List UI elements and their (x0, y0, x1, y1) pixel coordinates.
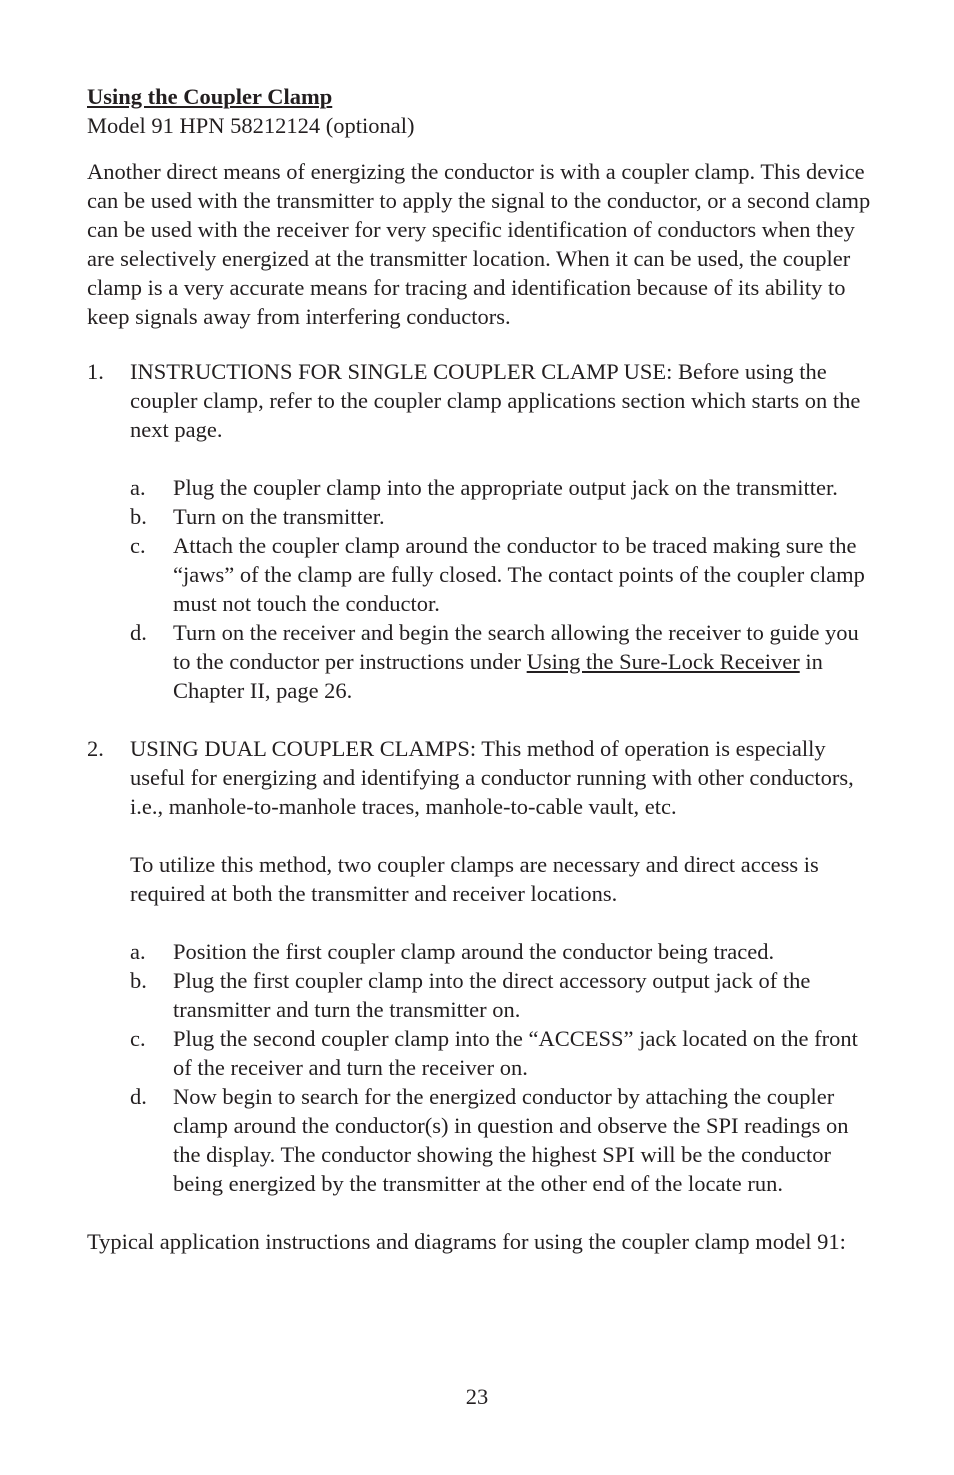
list-item (130, 937, 877, 966)
item-text: Now begin to search for the energized conductor by attaching the coupler clamp around the conductor(s) in question and observe the SPI readings on the display. The conductor showing the highest SPI will be the conductor being energized by the transmitter at the other end of the locate run. (173, 1084, 849, 1196)
item-letter: c. (130, 533, 146, 558)
item-letter: c. (130, 1026, 146, 1051)
intro-paragraph: Another direct means of energizing the conductor is with a coupler clamp. This device can be used with the transmitter to apply the signal to the conductor, or a second clamp can be used with the receiver for very specific identification of conductors when they are selectively energized at the transmitter location. When it can be used, the coupler clamp is a very accurate means for tracing and identification because of its ability to keep signals away from interfering conductors. (87, 159, 871, 329)
item-number: 1. (87, 359, 104, 384)
section-heading: Using the Coupler Clamp (87, 84, 333, 109)
item-letter: d. (130, 1084, 147, 1109)
list-item (130, 1024, 877, 1082)
item-text: Plug the second coupler clamp into the “ACCESS” jack located on the front of the receiver and turn the receiver on. (173, 1026, 858, 1080)
sub-list (130, 937, 877, 1198)
list-item (130, 473, 877, 502)
list-item (130, 618, 877, 705)
list-item (130, 1082, 877, 1198)
document-page (87, 82, 877, 1256)
item-letter: a. (130, 475, 146, 500)
item-text: Turn on the transmitter. (173, 504, 385, 529)
item-letter: d. (130, 620, 147, 645)
numbered-item-1 (87, 357, 877, 705)
item-text-before: Turn on the receiver and begin the search allowing the receiver to guide you to the conductor per instructions under (173, 620, 859, 674)
model-line: Model 91 HPN 58212124 (optional) (87, 113, 415, 138)
list-item (130, 966, 877, 1024)
item-text: Position the first coupler clamp around the conductor being traced. (173, 939, 775, 964)
numbered-item-2 (87, 734, 877, 1198)
closing-paragraph: Typical application instructions and diagrams for using the coupler clamp model 91: (87, 1229, 846, 1254)
item-letter: a. (130, 939, 146, 964)
item-text: Plug the coupler clamp into the appropriate output jack on the transmitter. (173, 475, 838, 500)
item-text-after: in Chapter II, page 26. (173, 649, 823, 703)
list-item (130, 531, 877, 618)
item-text: USING DUAL COUPLER CLAMPS: This method of operation is especially useful for energizing and identifying a conductor running with other conductors, i.e., manhole-to-manhole traces, manhole-to-cable vault, etc. (130, 736, 854, 819)
page-number: 23 (465, 1384, 489, 1409)
sub-list (130, 473, 877, 705)
item-paragraph: To utilize this method, two coupler clamps are necessary and direct access is required at both the transmitter and receiver locations. (130, 852, 819, 906)
item-number: 2. (87, 736, 104, 761)
item-letter: b. (130, 968, 147, 993)
item-text: Attach the coupler clamp around the conductor to be traced making sure the “jaws” of the clamp are fully closed. The contact points of the coupler clamp must not touch the conductor. (173, 533, 865, 616)
item-text: INSTRUCTIONS FOR SINGLE COUPLER CLAMP USE: Before using the coupler clamp, refer to the coupler clamp applications section which starts on the next page. (130, 359, 861, 442)
list-item (130, 502, 877, 531)
item-text: Plug the first coupler clamp into the direct accessory output jack of the transmitter and turn the transmitter on. (173, 968, 811, 1022)
item-letter: b. (130, 504, 147, 529)
reference-link[interactable]: Using the Sure-Lock Receiver (526, 649, 800, 674)
